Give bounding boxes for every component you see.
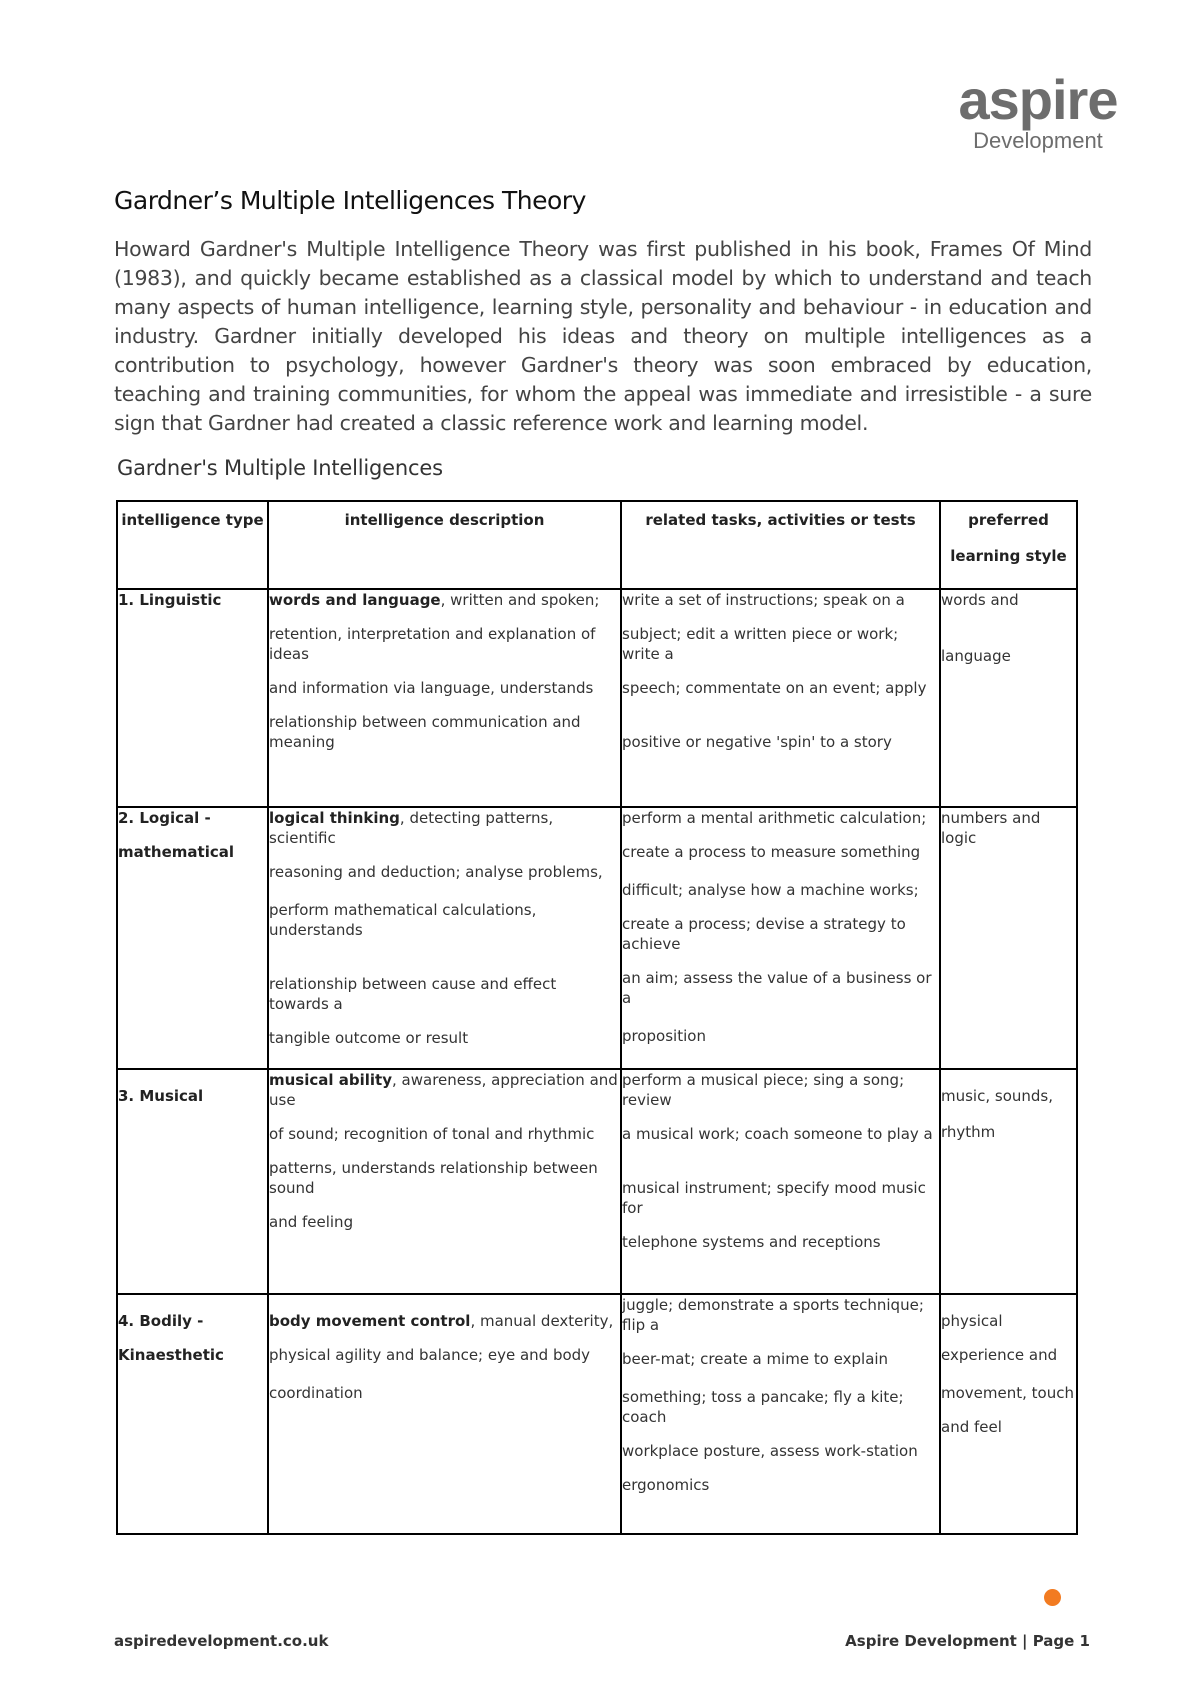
section-subtitle: Gardner's Multiple Intelligences xyxy=(117,456,443,480)
cell-description: musical ability, awareness, appreciation and use of sound; recognition of tonal and rhythmic patterns, understands relationship between sound and feeling xyxy=(268,1069,621,1294)
header-intelligence-description: intelligence description xyxy=(268,501,621,589)
cell-tasks: perform a musical piece; sing a song; review a musical work; coach someone to play a musical instrument; specify mood music for telephone systems and receptions xyxy=(621,1069,940,1294)
header-intelligence-type: intelligence type xyxy=(117,501,268,589)
logo-wordmark: aspire xyxy=(958,68,1118,131)
header-learning-style: preferred learning style xyxy=(940,501,1077,589)
cell-tasks: write a set of instructions; speak on a subject; edit a written piece or work; write a speech; commentate on an event; apply positive or negative 'spin' to a story xyxy=(621,589,940,807)
cell-type: 3. Musical xyxy=(117,1069,268,1294)
intro-paragraph: Howard Gardner's Multiple Intelligence Theory was first published in his book, Frames Of Mind (1983), and quickly became established as a classical model by which to understand and teach many aspects of human intelligence, learning style, personality and behaviour - in education and industry. Gardner initially developed his ideas and theory on multiple intelligences as a contribution to psychology, however Gardner's theory was soon embraced by education, teaching and training communities, for whom the appeal was immediate and irresistible - a sure sign that Gardner had created a classic reference work and learning model. xyxy=(114,237,1092,435)
table-header-row xyxy=(117,501,1077,589)
cell-learning-style: physical experience and movement, touch and feel xyxy=(940,1294,1077,1534)
cell-description: logical thinking, detecting patterns, scientific reasoning and deduction; analyse problems, perform mathematical calculations, understands relationship between cause and effect towards a tangible outcome or result xyxy=(268,807,621,1069)
cell-learning-style: numbers and logic xyxy=(940,807,1077,1069)
cell-description: words and language, written and spoken; retention, interpretation and explanation of ideas and information via language, understands relationship between communication and meaning xyxy=(268,589,621,807)
cell-learning-style: words and language xyxy=(940,589,1077,807)
logo-subtitle: Development xyxy=(973,128,1103,153)
intelligences-table xyxy=(116,500,1078,1535)
table-row xyxy=(117,807,1077,1069)
table-row xyxy=(117,589,1077,807)
footer-website: aspiredevelopment.co.uk xyxy=(114,1632,329,1650)
cell-type: 2. Logical - mathematical xyxy=(117,807,268,1069)
aspire-logo xyxy=(948,68,1128,154)
cell-tasks: perform a mental arithmetic calculation; create a process to measure something difficult; analyse how a machine works; create a process; devise a strategy to achieve an aim; assess the value of a business or a proposition xyxy=(621,807,940,1069)
table-row xyxy=(117,1294,1077,1534)
page-title: Gardner’s Multiple Intelligences Theory xyxy=(114,186,586,215)
cell-tasks: juggle; demonstrate a sports technique; flip a beer-mat; create a mime to explain something; toss a pancake; fly a kite; coach workplace posture, assess work-station ergonomics xyxy=(621,1294,940,1534)
table-row xyxy=(117,1069,1077,1294)
cell-type: 1. Linguistic xyxy=(117,589,268,807)
cell-description: body movement control, manual dexterity, physical agility and balance; eye and body coordination xyxy=(268,1294,621,1534)
cell-learning-style: music, sounds, rhythm xyxy=(940,1069,1077,1294)
cell-type: 4. Bodily - Kinaesthetic xyxy=(117,1294,268,1534)
footer-page-info: Aspire Development | Page 1 xyxy=(845,1632,1090,1650)
accent-dot xyxy=(1044,1589,1061,1606)
header-related-tasks: related tasks, activities or tests xyxy=(621,501,940,589)
